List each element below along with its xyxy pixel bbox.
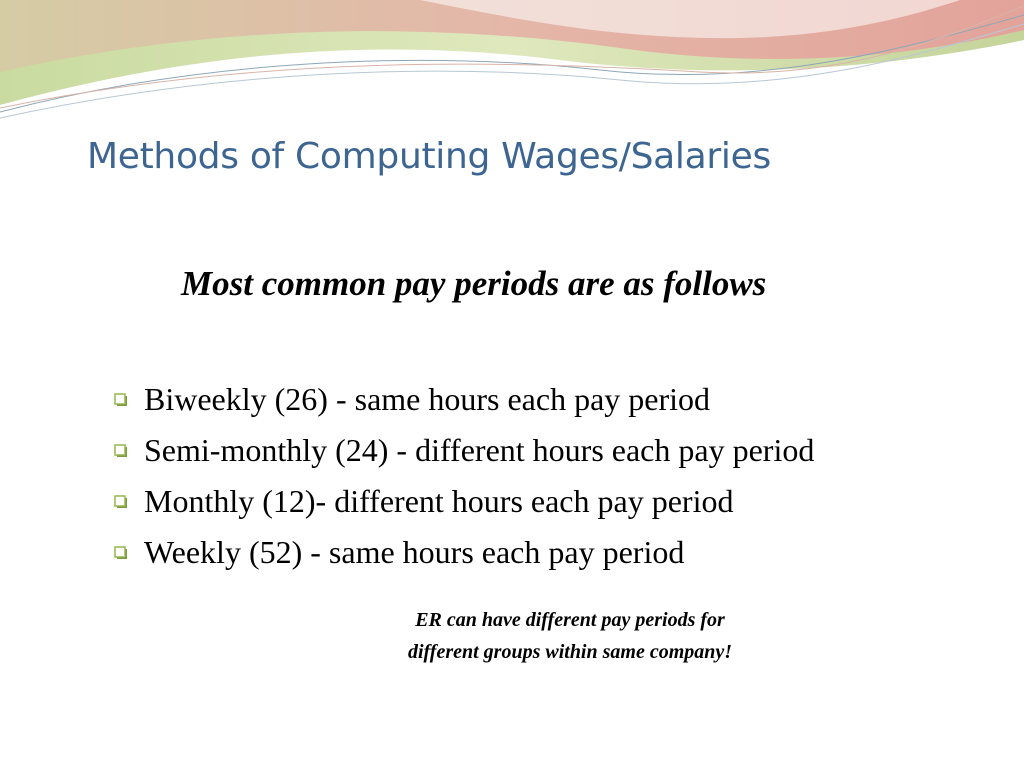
slide-subtitle: Most common pay periods are as follows bbox=[181, 264, 767, 303]
footnote bbox=[340, 604, 800, 668]
list-item bbox=[114, 476, 814, 527]
bullet-text: Monthly (12)- different hours each pay period bbox=[144, 483, 734, 519]
footnote-line-2: different groups within same company! bbox=[407, 641, 733, 663]
list-item bbox=[114, 527, 814, 578]
bullet-text: Biweekly (26) - same hours each pay period bbox=[144, 381, 711, 417]
hollow-square-bullet-icon bbox=[114, 546, 127, 559]
bullet-list bbox=[114, 374, 814, 578]
decorative-wave-banner bbox=[0, 0, 1024, 130]
list-item bbox=[114, 425, 814, 476]
hollow-square-bullet-icon bbox=[114, 444, 127, 457]
bullet-text: Weekly (52) - same hours each pay period bbox=[144, 534, 685, 570]
footnote-line-1: ER can have different pay periods for bbox=[415, 609, 725, 631]
slide-title: Methods of Computing Wages/Salaries bbox=[87, 136, 771, 177]
list-item bbox=[114, 374, 814, 425]
hollow-square-bullet-icon bbox=[114, 495, 127, 508]
hollow-square-bullet-icon bbox=[114, 393, 127, 406]
bullet-text: Semi-monthly (24) - different hours each pay period bbox=[144, 432, 815, 468]
